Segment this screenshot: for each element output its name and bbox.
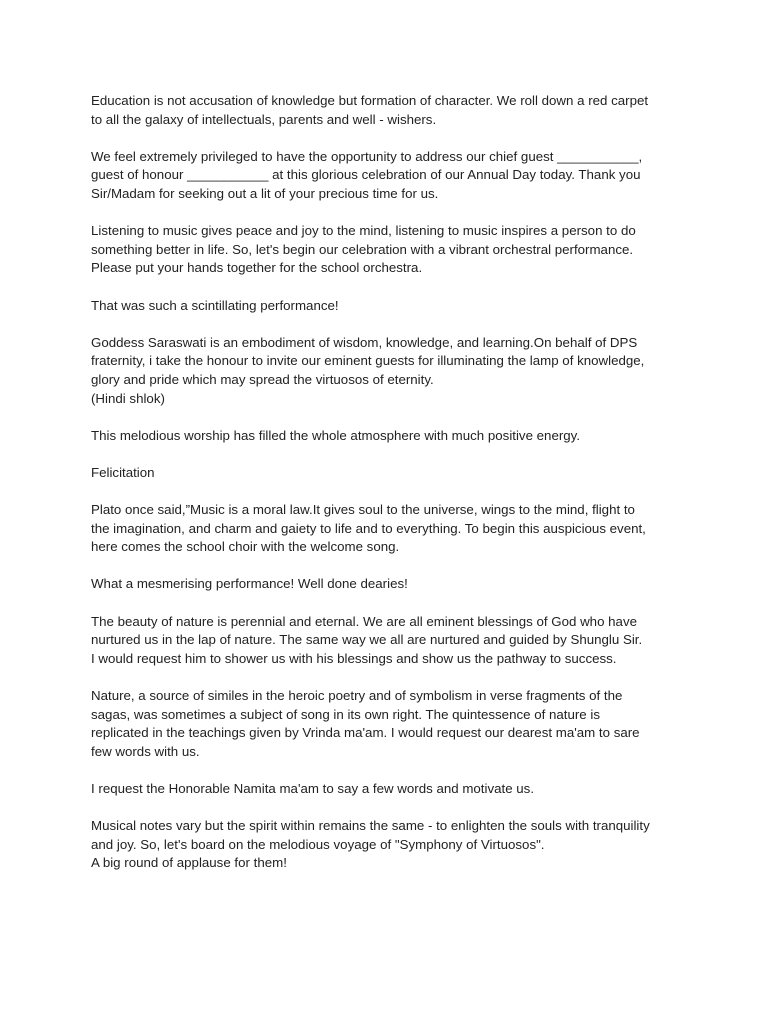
text-line: guest of honour ___________ at this glorious celebration of our Annual Day today. Thank you: [91, 167, 641, 183]
text-line: something better in life. So, let's begin our celebration with a vibrant orchestral performance.: [91, 241, 634, 257]
text-line: Goddess Saraswati is an embodiment of wisdom, knowledge, and learning.On behalf of DPS: [91, 334, 638, 350]
text-line: the imagination, and charm and gaiety to life and to everything. To begin this auspicious event,: [91, 520, 646, 536]
text-line: Felicitation: [91, 464, 155, 480]
text-line: We feel extremely privileged to have the opportunity to address our chief guest ___________,: [91, 148, 643, 164]
text-line: Education is not accusation of knowledge but formation of character. We roll down a red carpet: [91, 93, 649, 108]
text-line: few words with us.: [91, 743, 200, 759]
text-line: replicated in the teachings given by Vrinda ma'am. I would request our dearest ma'am to sare: [91, 725, 640, 741]
text-line: Plato once said,”Music is a moral law.It gives soul to the universe, wings to the mind, flight to: [91, 502, 635, 518]
paragraph-performance-remark: [91, 297, 691, 316]
text-line: I request the Honorable Namita ma'am to say a few words and motivate us.: [91, 780, 535, 796]
paragraph-vrinda-maam: [91, 687, 691, 761]
text-line: Listening to music gives peace and joy to the mind, listening to music inspires a person to do: [91, 223, 636, 239]
text-line: Sir/Madam for seeking out a lit of your precious time for us.: [91, 185, 439, 201]
paragraph-welcome-guests: [91, 148, 691, 204]
text-line: sagas, was sometimes a subject of song in its own right. The quintessence of nature is: [91, 706, 600, 722]
text-line: to all the galaxy of intellectuals, parents and well - wishers.: [91, 111, 437, 127]
text-line: (Hindi shlok): [91, 390, 165, 406]
paragraph-choir: [91, 501, 691, 557]
text-line: Please put your hands together for the school orchestra.: [91, 260, 423, 276]
text-line: A big round of applause for them!: [91, 855, 287, 871]
text-line: glory and pride which may spread the virtuosos of eternity.: [91, 371, 434, 387]
paragraph-symphony: [91, 817, 691, 873]
text-line: What a mesmerising performance! Well done dearies!: [91, 576, 408, 592]
text-line: Musical notes vary but the spirit within remains the same - to enlighten the souls with tranquility: [91, 818, 650, 834]
paragraph-lamp-lighting: [91, 334, 691, 408]
paragraph-worship-remark: [91, 427, 691, 446]
document-body: [91, 92, 691, 892]
text-line: I would request him to shower us with his blessings and show us the pathway to success.: [91, 650, 617, 666]
paragraph-felicitation: [91, 464, 691, 483]
text-line: Nature, a source of similes in the heroic poetry and of symbolism in verse fragments of the: [91, 688, 623, 703]
text-line: here comes the school choir with the welcome song.: [91, 539, 400, 555]
text-line: nurtured us in the lap of nature. The same way we all are nurtured and guided by Shunglu Sir.: [91, 632, 643, 648]
paragraph-shunglu-sir: [91, 613, 691, 669]
paragraph-orchestra: [91, 222, 691, 278]
paragraph-namita-maam: [91, 780, 691, 799]
paragraph-choir-remark: [91, 575, 691, 594]
paragraph-intro: [91, 92, 691, 129]
text-line: That was such a scintillating performance!: [91, 297, 339, 313]
text-line: and joy. So, let's board on the melodious voyage of "Symphony of Virtuosos".: [91, 836, 545, 852]
text-line: The beauty of nature is perennial and eternal. We are all eminent blessings of God who have: [91, 613, 637, 629]
text-line: This melodious worship has filled the whole atmosphere with much positive energy.: [91, 427, 581, 443]
text-line: fraternity, i take the honour to invite our eminent guests for illuminating the lamp of knowledge,: [91, 353, 645, 369]
